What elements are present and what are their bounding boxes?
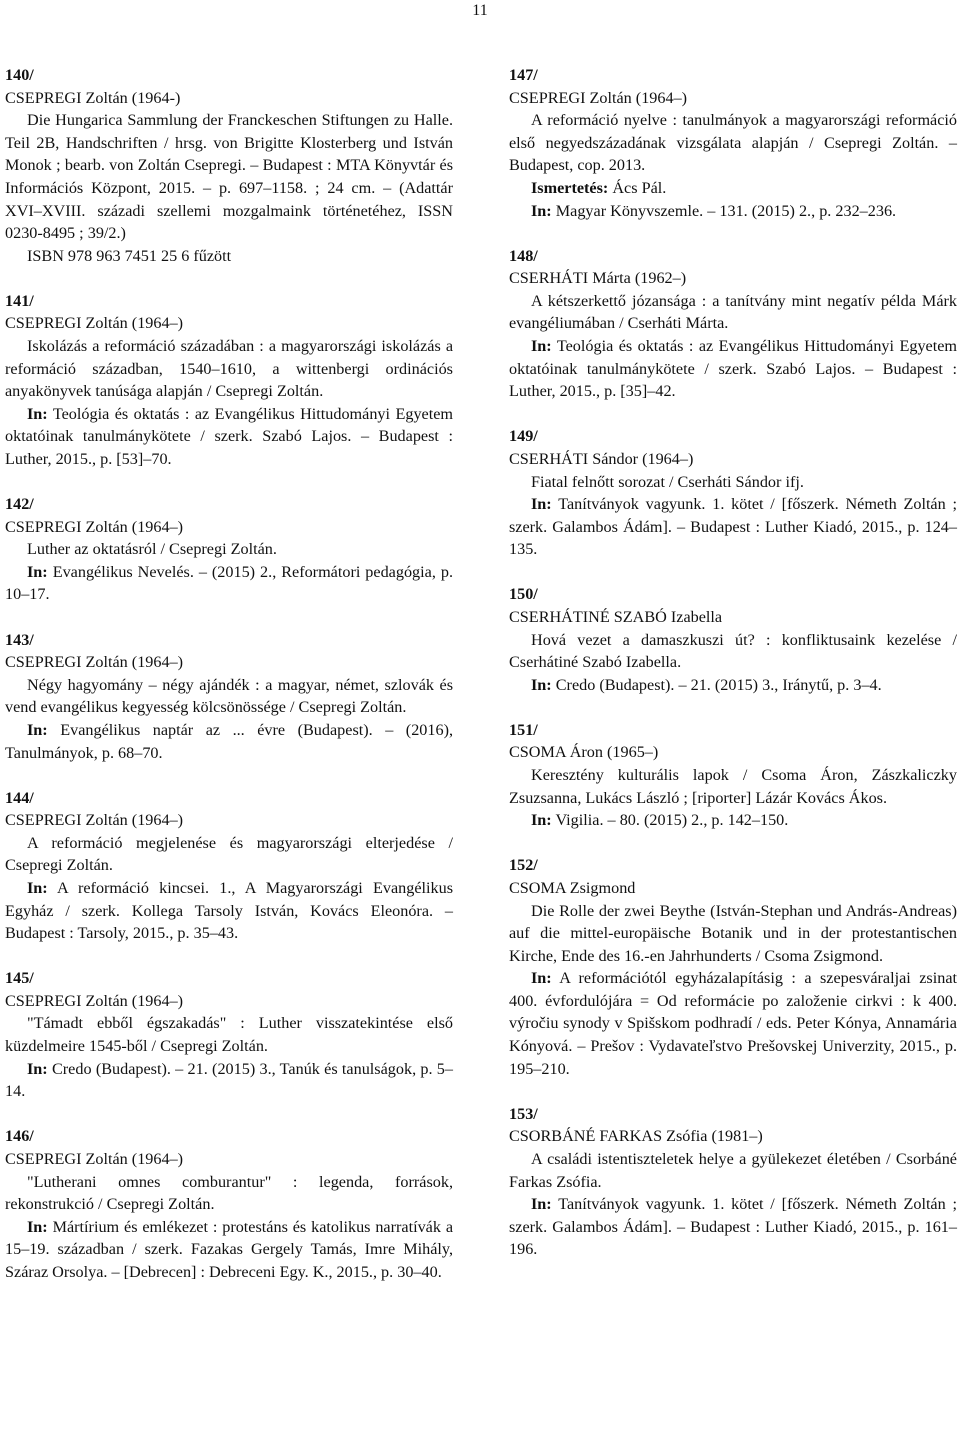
entry-source-label: In: [531, 337, 552, 356]
entry-number: 143/ [5, 630, 34, 649]
entry-source-text: Tanítványok vagyunk. 1. kötet / [főszerk. Németh Zoltán ; szerk. Galambos Ádám]. – Budapest : Luther Kiadó, 2015., p. 161–196. [509, 1195, 957, 1259]
entry-number: 153/ [509, 1104, 538, 1123]
entry-source-text: Evangélikus naptár az ... évre (Budapest). – (2016), Tanulmányok, p. 68–70. [5, 720, 453, 762]
entry-source-text: Credo (Budapest). – 21. (2015) 3., Tanúk és tanulságok, p. 5–14. [5, 1059, 453, 1101]
entry-source-line [509, 967, 957, 1080]
entry-author: CSEPREGI Zoltán (1964-) [5, 88, 181, 107]
bibliography-entry [509, 425, 957, 561]
entry-number: 152/ [509, 856, 538, 875]
entry-number: 144/ [5, 788, 34, 807]
bibliography-entry [5, 290, 453, 471]
entry-source-line [509, 674, 957, 697]
entry-source-label: In: [531, 675, 552, 694]
bibliography-entry [5, 967, 453, 1103]
entry-source-label: In: [27, 879, 48, 897]
entry-source-line [5, 719, 453, 764]
entry-source-text: Teológia és oktatás : az Evangélikus Hittudományi Egyetem oktatóinak tanulmánykötete / szerk. Szabó Lajos. – Budapest : Luther, 2015., p. [53]–70. [5, 404, 453, 468]
entry-source-label: In: [27, 562, 48, 581]
entry-source-label: In: [27, 1059, 48, 1078]
right-column [509, 64, 957, 1283]
entry-description: A családi istentiszteletek helye a gyülekezet életében / Csorbáné Farkas Zsófia. [509, 1149, 957, 1191]
entry-number: 145/ [5, 969, 34, 988]
entry-description: Hová vezet a damaszkuszi út? : konfliktusaink kezelése / Cserhátiné Szabó Izabella. [509, 630, 957, 672]
entry-number: 147/ [509, 66, 538, 84]
entry-source-line [509, 809, 957, 832]
bibliography-entry [509, 719, 957, 832]
entry-author: CSOMA Zsigmond [509, 878, 636, 897]
entry-source-label: In: [27, 1217, 48, 1236]
entry-source-text: A reformációtól egyházalapításig : a szepesváraljai zsinat 400. évfordulójára = Od reformácie po založenie cirkvi : k 400. výročiu synody v Spišskom podhradí / eds. Peter Kónya, Annamária Kónyová. – Prešov : Vydavateľstvo Prešovskej Univerzity, 2015., p. 195–210. [509, 969, 957, 1078]
entry-description: "Támadt ebből égszakadás" : Luther visszatekintése első küzdelmeire 1545-ből / Csepregi Zoltán. [5, 1014, 453, 1056]
entry-source-line [5, 1058, 453, 1103]
entry-description: Négy hagyomány – négy ajándék : a magyar, német, szlovák és vend evangélikus kegyesség kölcsönössége / Csepregi Zoltán. [5, 675, 453, 717]
entry-source-label: In: [27, 720, 48, 739]
entry-source-text: Credo (Budapest). – 21. (2015) 3., Iránytű, p. 3–4. [555, 675, 882, 694]
entry-author: CSEPREGI Zoltán (1964–) [5, 1149, 184, 1168]
entry-source-text: Vigilia. – 80. (2015) 2., p. 142–150. [555, 811, 789, 830]
entry-source-label: In: [531, 201, 552, 220]
bibliography-entry [509, 245, 957, 403]
entry-description: Die Rolle der zwei Beythe (István-Stephan und András-Andreas) auf die mittel-europäische Botanik und in der protestantischen Kirche, Ende des 16.-en Jahrhunderts / Csoma Zsigmond. [509, 901, 957, 965]
bibliography-entry [509, 64, 957, 222]
entry-source-text: Magyar Könyvszemle. – 131. (2015) 2., p. 232–236. [555, 201, 897, 220]
entry-source-line [509, 335, 957, 403]
entry-source-text: A reformáció kincsei. 1., A Magyarországi Evangélikus Egyház / szerk. Kollega Tarsoly István, Kovács Eleonóra. – Budapest : Tarsoly, 2015., p. 35–43. [5, 879, 453, 943]
entry-author: CSEPREGI Zoltán (1964–) [5, 653, 184, 672]
left-column [5, 64, 453, 1306]
entry-description: "Lutherani omnes comburantur" : legenda, források, rekonstrukció / Csepregi Zoltán. [5, 1172, 453, 1214]
entry-description: A reformáció nyelve : tanulmányok a magyarországi reformáció első negyedszázadának vizsgálata alapján / Csepregi Zoltán. – Budapest, cop. 2013. [509, 111, 957, 175]
entry-source-text: Evangélikus Nevelés. – (2015) 2., Reformátori pedagógia, p. 10–17. [5, 562, 453, 604]
entry-author: CSEPREGI Zoltán (1964–) [5, 314, 184, 333]
entry-author: CSORBÁNÉ FARKAS Zsófia (1981–) [509, 1127, 763, 1146]
bibliography-entry [5, 493, 453, 606]
entry-source-text: Mártírium és emlékezet : protestáns és katolikus narratívák a 15–19. században / szerk. Fazakas Gergely Tamás, Imre Mihály, Száraz Orsolya. – [Debrecen] : Debreceni Egy. K., 2015., p. 30–40. [5, 1217, 454, 1281]
entry-description: A reformáció megjelenése és magyarországi elterjedése / Csepregi Zoltán. [5, 833, 453, 875]
entry-source-label: In: [531, 495, 552, 514]
page-number: 11 [472, 2, 488, 19]
entry-author: CSERHÁTI Sándor (1964–) [509, 449, 694, 468]
entry-description: Luther az oktatásról / Csepregi Zoltán. [27, 540, 277, 559]
entry-source-line [509, 200, 957, 223]
entry-number: 146/ [5, 1127, 34, 1146]
entry-author: CSEPREGI Zoltán (1964–) [509, 88, 688, 107]
entry-source-line [509, 177, 957, 200]
entry-description: Fiatal felnőtt sorozat / Cserháti Sándor ifj. [531, 472, 804, 491]
entry-number: 142/ [5, 495, 34, 514]
bibliography-entry [5, 64, 453, 267]
bibliography-entry [509, 1103, 957, 1261]
entry-number: 141/ [5, 291, 34, 310]
entry-source-text: Ács Pál. [612, 178, 667, 197]
entry-source-label: In: [531, 969, 552, 988]
entry-source-line [5, 403, 453, 471]
entry-source-label: Ismertetés: [531, 178, 609, 197]
entry-author: CSEPREGI Zoltán (1964–) [5, 517, 184, 536]
entry-source-line [5, 1216, 453, 1284]
entry-number: 148/ [509, 246, 538, 265]
entry-source-text: Teológia és oktatás : az Evangélikus Hittudományi Egyetem oktatóinak tanulmánykötete / szerk. Szabó Lajos. – Budapest : Luther, 2015., p. [35]–42. [509, 337, 957, 401]
entry-author: CSERHÁTI Márta (1962–) [509, 269, 687, 288]
entry-source-line [5, 245, 453, 268]
entry-author: CSEPREGI Zoltán (1964–) [5, 991, 184, 1010]
entry-source-text: ISBN 978 963 7451 25 6 fűzött [27, 246, 232, 265]
bibliography-entry [509, 854, 957, 1080]
bibliography-entry [509, 583, 957, 696]
entry-source-line [509, 493, 957, 561]
entry-description: Keresztény kulturális lapok / Csoma Áron, Zászkaliczky Zsuzsanna, Lukács László ; [riporter] Lázár Kovács Ákos. [509, 766, 957, 807]
entry-author: CSOMA Áron (1965–) [509, 743, 659, 762]
entry-number: 149/ [509, 427, 538, 446]
entry-description: Die Hungarica Sammlung der Franckeschen Stiftungen zu Halle. Teil 2B, Handschriften / hrsg. von Brigitte Klosterberg und István Monok ; bearb. von Zoltán Csepregi. – Budapest : MTA Könyvtár és Információs Központ, 2015. – p. 697–1158. ; 24 cm. – (Adattár XVI–XVIII. századi szellemi mozgalmaink történetéhez, ISSN 0230-8495 ; 39/2.) [5, 111, 453, 243]
entry-number: 151/ [509, 720, 538, 739]
entry-source-label: In: [531, 811, 552, 830]
bibliography-entry [5, 787, 453, 945]
entry-source-line [509, 1193, 957, 1261]
entry-author: CSERHÁTINÉ SZABÓ Izabella [509, 607, 723, 626]
entry-source-label: In: [27, 404, 48, 423]
entry-number: 150/ [509, 585, 538, 604]
entry-description: A kétszerkettő józansága : a tanítvány mint negatív példa Márk evangéliumában / Cserháti Márta. [509, 291, 957, 333]
bibliography-entry [5, 1125, 453, 1283]
bibliography-entry [5, 629, 453, 765]
entry-source-line [5, 877, 453, 945]
entry-number: 140/ [5, 66, 34, 84]
entry-source-label: In: [531, 1195, 552, 1214]
entry-source-line [5, 561, 453, 606]
entry-author: CSEPREGI Zoltán (1964–) [5, 811, 184, 830]
entry-description: Iskolázás a reformáció századában : a magyarországi iskolázás a reformáció században, 1540–1610, a wittenbergi ordinációs anyakönyvek tanúsága alapján / Csepregi Zoltán. [5, 337, 453, 401]
entry-source-text: Tanítványok vagyunk. 1. kötet / [főszerk. Németh Zoltán ; szerk. Galambos Ádám]. – Budapest : Luther Kiadó, 2015., p. 124–135. [509, 495, 957, 559]
